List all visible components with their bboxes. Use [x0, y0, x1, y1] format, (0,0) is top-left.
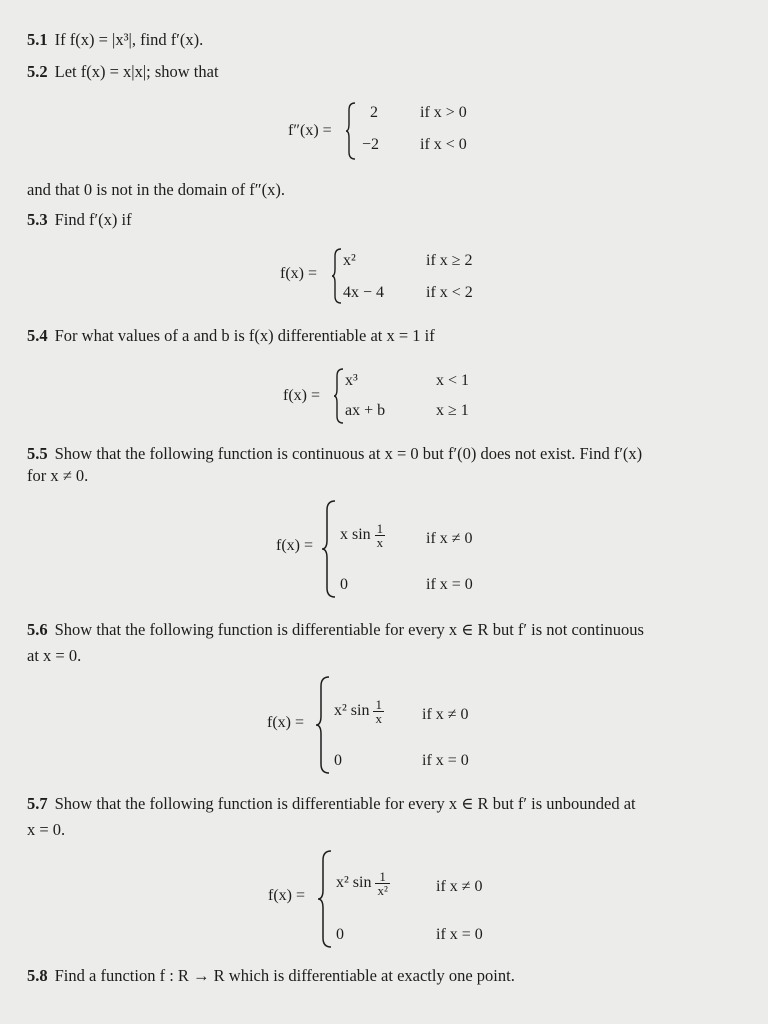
equation-lhs: f(x) =: [280, 265, 318, 282]
problem-5-7: [27, 794, 636, 814]
equation-lhs: f(x) =: [267, 714, 305, 731]
fraction-numerator: 1: [375, 870, 389, 884]
problem-number: 5.5: [27, 444, 48, 463]
left-brace: [334, 368, 344, 424]
case-2-value: 0: [340, 576, 348, 593]
case-2-value: −2: [362, 136, 380, 153]
left-brace: [332, 248, 342, 304]
fraction-denominator: x: [375, 711, 382, 726]
case-2-condition: if x < 0: [420, 136, 467, 153]
problem-text: Show that the following function is differentiable for every x ∈ R but f′ is not continuous: [54, 620, 644, 639]
case-2-condition: x ≥ 1: [436, 402, 469, 419]
case-1-condition: x < 1: [436, 372, 470, 389]
equation-lhs: f(x) =: [268, 887, 306, 904]
problem-5-1: [27, 30, 203, 50]
case-1-value: x²: [343, 252, 356, 269]
equation-lhs: f(x) =: [283, 387, 321, 404]
problem-number: 5.2: [27, 62, 48, 81]
problem-5-6: [27, 620, 644, 640]
case-2-value: ax + b: [345, 402, 386, 419]
case-1-value: 2: [370, 104, 378, 121]
fraction-denominator: x: [376, 535, 384, 550]
problem-text-continued: at x = 0.: [27, 646, 82, 665]
case-1-expression: [336, 870, 390, 897]
problem-text: Show that the following function is continuous at x = 0 but f′(0) does not exist. Find f′(x): [54, 444, 643, 463]
case-1-prefix: x sin: [340, 526, 371, 544]
problem-text: Find a function f : R → R which is differentiable at exactly one point.: [54, 966, 515, 985]
case-1-condition: if x ≠ 0: [426, 530, 473, 547]
left-brace: [316, 676, 330, 774]
problem-5-3: [27, 210, 132, 230]
left-brace: [318, 850, 332, 948]
case-2-condition: if x = 0: [426, 576, 473, 593]
fraction: [375, 870, 389, 897]
problem-text: Let f(x) = x|x|; show that: [54, 62, 219, 81]
problem-number: 5.4: [27, 326, 48, 345]
problem-number: 5.3: [27, 210, 48, 229]
case-1-condition: if x > 0: [420, 104, 467, 121]
left-brace: [322, 500, 336, 598]
problem-text-continued: and that 0 is not in the domain of f″(x).: [27, 180, 285, 199]
fraction: [373, 698, 384, 725]
fraction-denominator: x²: [377, 883, 388, 898]
case-2-value: 0: [334, 752, 342, 769]
case-1-condition: if x ≠ 0: [436, 878, 483, 895]
case-1-prefix: x² sin: [334, 702, 370, 720]
left-brace: [346, 102, 356, 160]
fraction-numerator: 1: [376, 521, 384, 536]
case-1-condition: if x ≥ 2: [426, 252, 473, 269]
problem-text: For what values of a and b is f(x) differentiable at x = 1 if: [54, 326, 435, 345]
problem-5-8: [27, 966, 515, 986]
case-2-value: 0: [336, 926, 344, 943]
problem-number: 5.8: [27, 966, 48, 985]
fraction: [375, 522, 386, 549]
case-2-value: 4x − 4: [343, 284, 385, 301]
problem-5-2: [27, 62, 219, 82]
problem-5-5: [27, 444, 642, 464]
problem-text-continued: x = 0.: [27, 820, 66, 839]
problem-number: 5.6: [27, 620, 48, 639]
problem-text: If f(x) = |x³|, find f′(x).: [54, 30, 204, 49]
problem-text: Find f′(x) if: [54, 210, 132, 229]
case-2-condition: if x = 0: [436, 926, 483, 943]
problem-text: Show that the following function is differentiable for every x ∈ R but f′ is unbounded at: [54, 794, 636, 813]
equation-lhs: f″(x) =: [288, 122, 332, 139]
case-1-expression: [340, 522, 385, 549]
case-1-condition: if x ≠ 0: [422, 706, 469, 723]
case-1-prefix: x² sin: [336, 874, 372, 892]
case-2-condition: if x < 2: [426, 284, 473, 301]
problem-text-continued: for x ≠ 0.: [27, 466, 89, 485]
problem-number: 5.7: [27, 794, 48, 813]
fraction-numerator: 1: [375, 697, 382, 712]
equation-lhs: f(x) =: [276, 537, 314, 554]
problem-number: 5.1: [27, 30, 48, 49]
case-1-value: x³: [345, 372, 358, 389]
problem-5-4: [27, 326, 435, 346]
case-2-condition: if x = 0: [422, 752, 469, 769]
case-1-expression: [334, 698, 384, 725]
